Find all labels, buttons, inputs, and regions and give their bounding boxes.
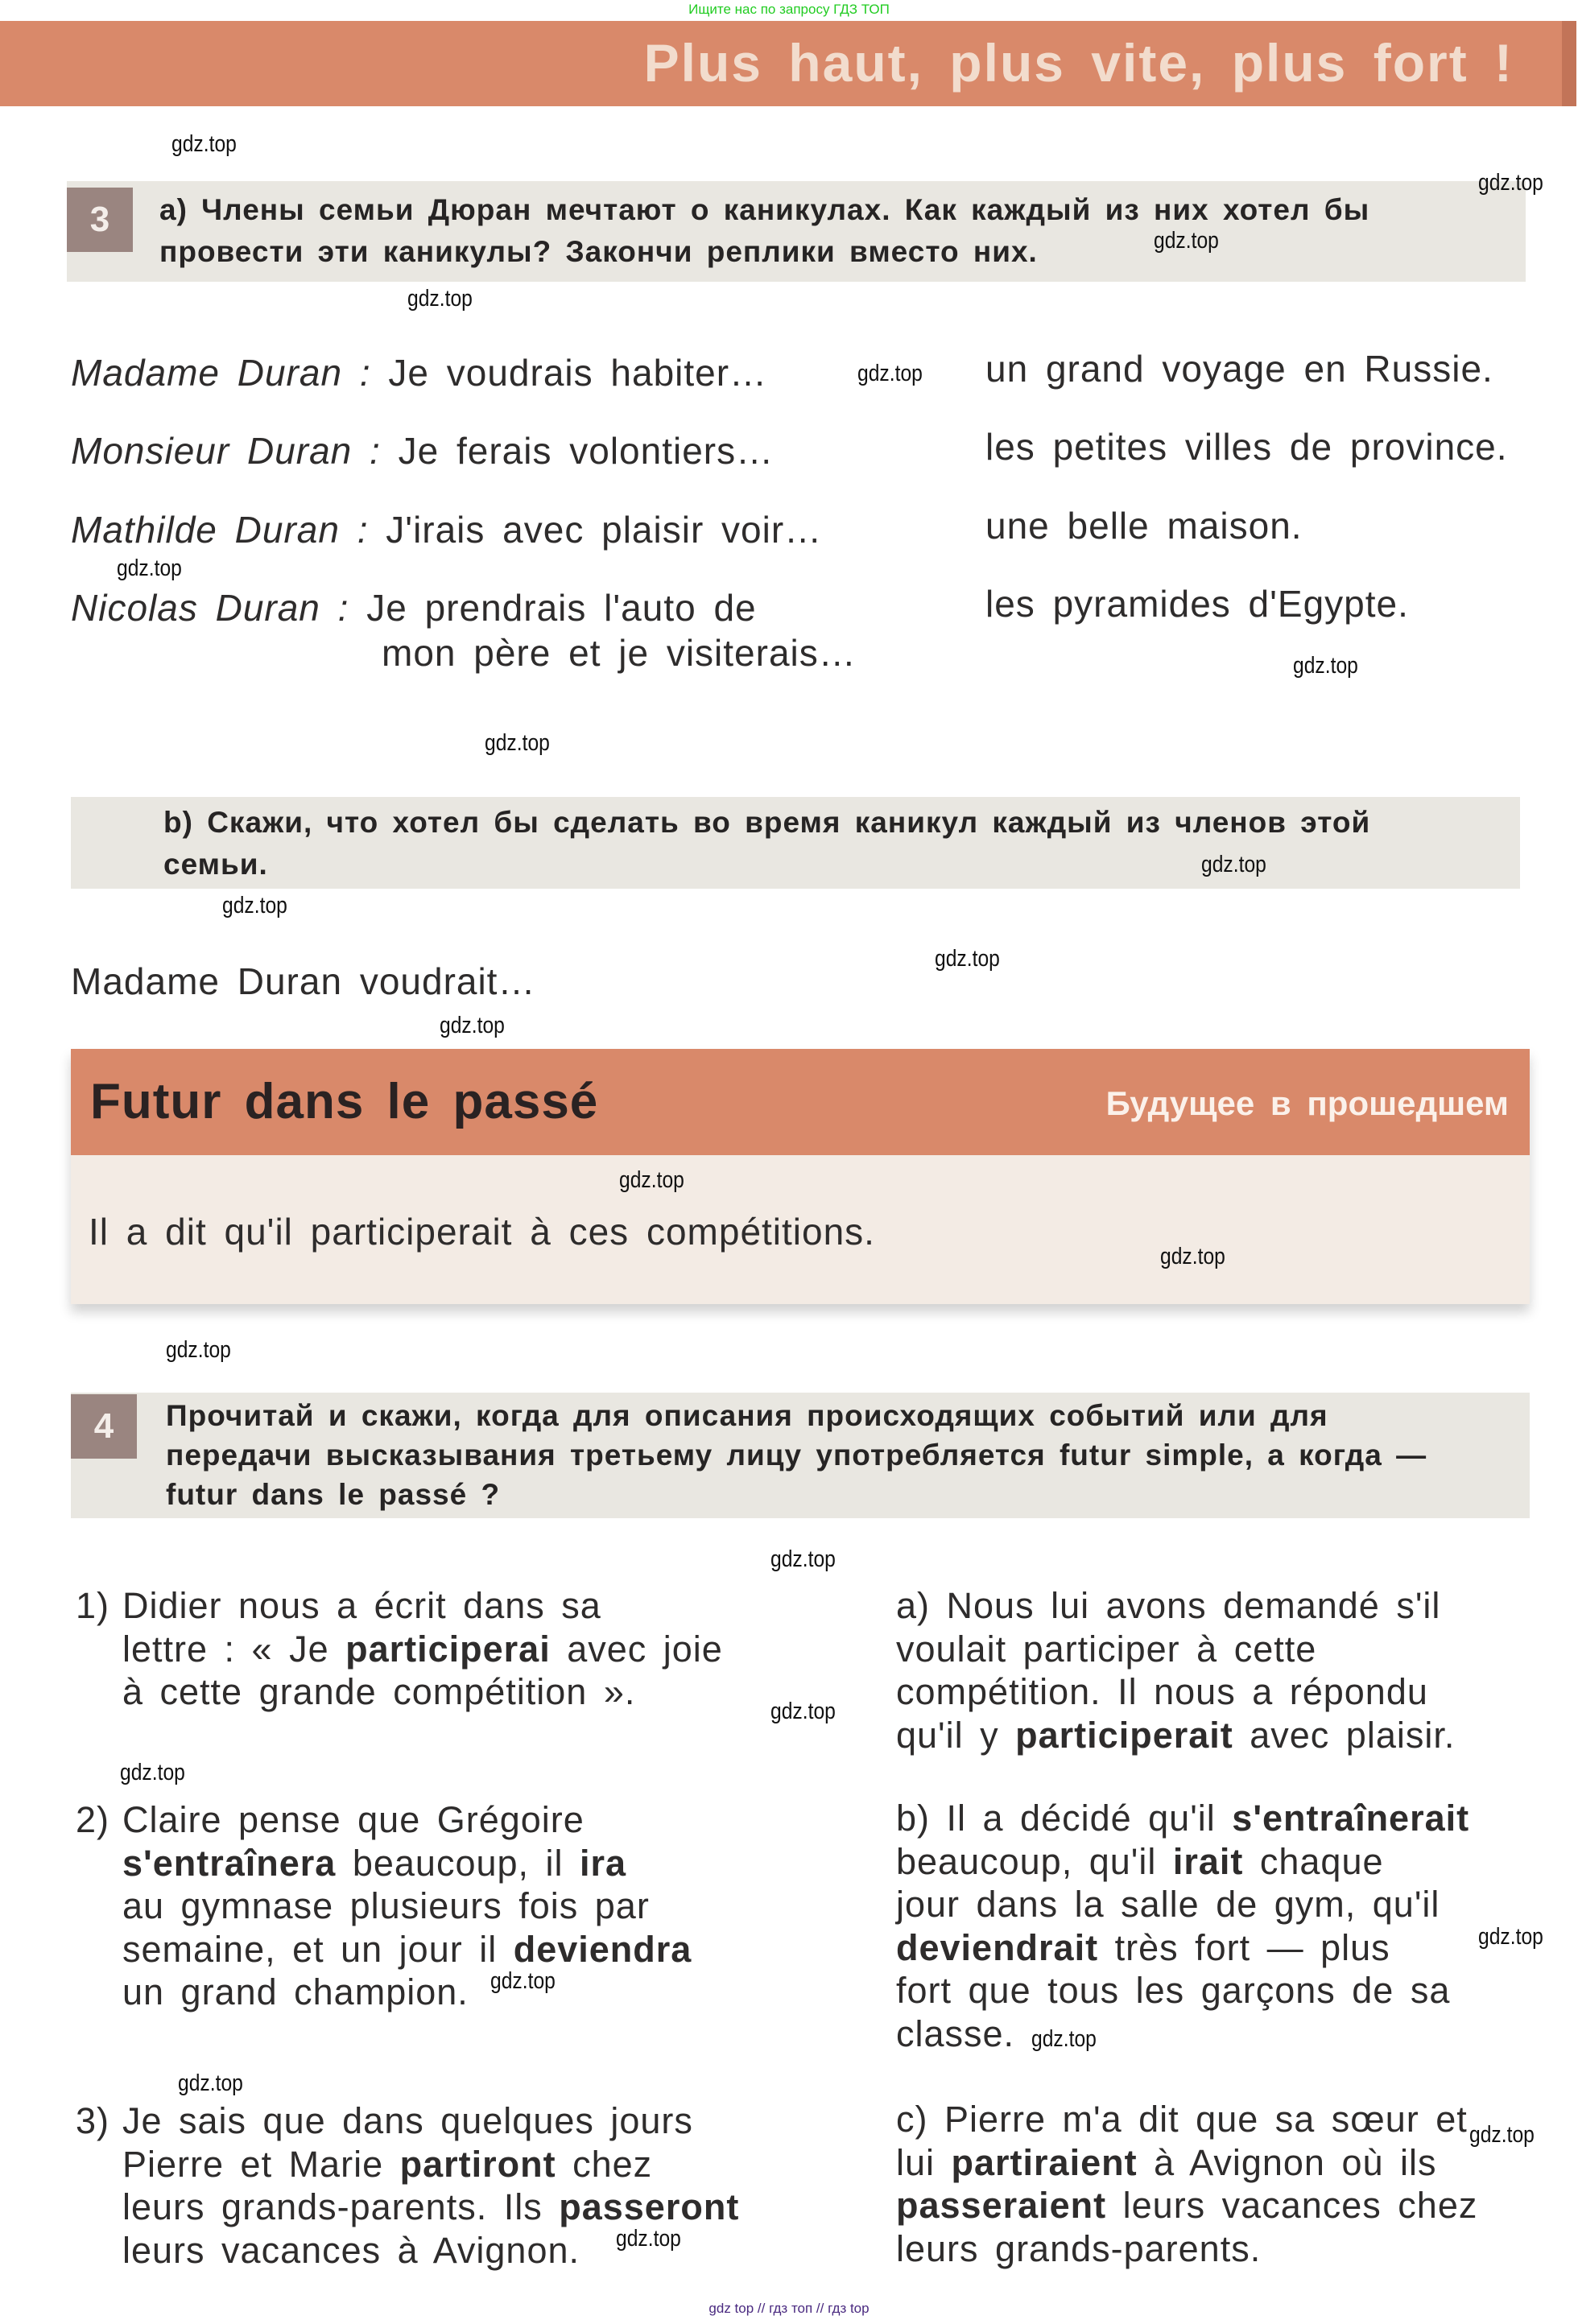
highlighted-verb: partiront (399, 2143, 556, 2185)
speaker-text: J'irais avec plaisir voir… (386, 509, 823, 551)
item-line (896, 1840, 1469, 1884)
instruction-line: передачи высказывания третьему лицу употребляется futur simple, а когда — (166, 1439, 1427, 1472)
item-text: b) Il a décidé qu'il (896, 1798, 1233, 1839)
speaker-text-continued: mon père et je visiterais… (382, 632, 857, 674)
ending-option: un grand voyage en Russie. (985, 348, 1493, 390)
speaker-line (71, 429, 774, 473)
item-text: Didier nous a écrit dans sa (122, 1585, 601, 1626)
exercise-item (896, 1797, 1469, 2055)
item-line (896, 2098, 1477, 2141)
speaker-name: Nicolas Duran : (71, 587, 349, 629)
item-text: leurs grands-parents. Ils (122, 2186, 560, 2227)
highlighted-verb: s'entraînerait (1232, 1798, 1470, 1839)
item-line (896, 1969, 1469, 2012)
speaker-text: Je voudrais habiter… (388, 352, 768, 394)
task3-instruction-box (67, 181, 1526, 282)
item-line (122, 1628, 723, 1671)
task3b-instruction-box (71, 797, 1520, 889)
highlighted-verb: participerai (345, 1628, 551, 1670)
item-line (896, 1926, 1469, 1970)
grammar-example: Il a dit qu'il participerait à ces compétitions. (89, 1211, 875, 1253)
speaker-text: Je prendrais l'auto de (366, 587, 757, 629)
watermark-label: gdz.top (1469, 2122, 1535, 2148)
instruction-line: futur dans le passé ? (166, 1478, 501, 1511)
item-line (896, 1628, 1455, 1671)
item-line (122, 2186, 739, 2229)
highlighted-verb: partiraient (951, 2141, 1138, 2183)
ending-option: les petites villes de province. (985, 426, 1508, 468)
instruction-line: провести эти каникулы? Закончи реплики вместо них. (159, 235, 1038, 268)
watermark-label: gdz.top (440, 1013, 505, 1038)
highlighted-verb: deviendra (513, 1928, 692, 1970)
watermark-label: gdz.top (770, 1546, 836, 1572)
item-text: fort que tous les garçons de sa (896, 1970, 1451, 2011)
watermark-label: gdz.top (1160, 1244, 1225, 1269)
item-text: à cette grande compétition ». (122, 1671, 636, 1712)
item-text: leurs vacances à Avignon. (122, 2229, 580, 2271)
example-answer: Madame Duran voudrait… (71, 960, 536, 1002)
item-text: chaque (1243, 1840, 1384, 1882)
item-line (122, 1842, 692, 1885)
watermark-label: gdz.top (1293, 653, 1358, 679)
exercise-item (76, 1584, 723, 1714)
highlighted-verb: passeront (559, 2186, 740, 2227)
item-text: qu'il y (896, 1714, 1016, 1756)
item-text: avec plaisir. (1233, 1714, 1456, 1756)
highlighted-verb: irait (1172, 1840, 1244, 1882)
watermark-label: gdz.top (1201, 852, 1266, 877)
item-line (896, 1883, 1469, 1926)
speaker-name: Mathilde Duran : (71, 509, 369, 551)
item-line (122, 1971, 692, 2014)
speaker-line (71, 351, 767, 394)
item-text: très fort — plus (1098, 1926, 1390, 1968)
watermark-label: gdz.top (616, 2226, 681, 2252)
item-text: beaucoup, qu'il (896, 1840, 1173, 1882)
item-line (896, 2141, 1477, 2185)
speaker-name: Madame Duran : (71, 352, 371, 394)
task4-instruction (166, 1396, 1427, 1514)
item-text: Claire pense que Grégoire (122, 1799, 585, 1840)
item-text: chez (556, 2143, 653, 2185)
task-number-badge: 3 (67, 188, 133, 252)
watermark-label: gdz.top (117, 555, 182, 581)
item-text: un grand champion. (122, 1971, 469, 2012)
item-number: 2) (76, 1799, 110, 1840)
item-text: leurs grands-parents. (896, 2227, 1262, 2269)
item-number: 3) (76, 2100, 110, 2141)
watermark-label: gdz.top (178, 2070, 243, 2096)
grammar-title: Futur dans le passé (90, 1074, 599, 1129)
item-text: lettre : « Je (122, 1628, 346, 1670)
speaker-name: Monsieur Duran : (71, 430, 381, 472)
item-text: a) Nous lui avons demandé s'il (896, 1585, 1441, 1626)
watermark-label: gdz.top (1478, 1924, 1543, 1950)
top-search-note: Ищите нас по запросу ГДЗ ТОП (688, 2, 890, 17)
item-line (122, 1798, 692, 1842)
item-line (896, 1670, 1455, 1714)
item-text: à Avignon où ils (1137, 2141, 1437, 2183)
watermark-label: gdz.top (166, 1337, 231, 1363)
watermark-label: gdz.top (770, 1699, 836, 1724)
item-line (896, 2227, 1477, 2271)
item-line (896, 2012, 1469, 2056)
item-line (896, 2184, 1477, 2227)
task-number-badge: 4 (71, 1394, 137, 1459)
watermark-label: gdz.top (407, 286, 473, 312)
item-text: c) Pierre m'a dit que sa sœur et (896, 2099, 1468, 2140)
item-text: compétition. Il nous a répondu (896, 1671, 1428, 1712)
highlighted-verb: s'entraînera (122, 1842, 337, 1884)
grammar-header (71, 1049, 1530, 1155)
item-text: lui (896, 2141, 952, 2183)
item-text: leurs vacances chez (1106, 2185, 1478, 2226)
task4-instruction-box (71, 1393, 1530, 1518)
item-line (122, 2099, 739, 2143)
item-line (122, 2143, 739, 2186)
instruction-line: а) Члены семьи Дюран мечтают о каникулах. Как каждый из них хотел бы (159, 193, 1370, 226)
highlighted-verb: deviendrait (896, 1926, 1099, 1968)
exercise-item (76, 1798, 692, 2014)
watermark-label: gdz.top (935, 946, 1000, 972)
item-text: au gymnase plusieurs fois par (122, 1885, 650, 1926)
watermark-label: gdz.top (171, 131, 237, 157)
highlighted-verb: passeraient (896, 2185, 1107, 2226)
speaker-text: Je ferais volontiers… (398, 430, 775, 472)
exercise-item (896, 2098, 1477, 2270)
watermark-label: gdz.top (485, 730, 550, 756)
item-text: voulait participer à cette (896, 1628, 1317, 1670)
item-text: avec joie (550, 1628, 723, 1670)
item-text: semaine, et un jour il (122, 1928, 514, 1970)
highlighted-verb: ira (580, 1842, 627, 1884)
item-line (122, 1584, 723, 1628)
item-line (896, 1797, 1469, 1840)
item-text: Je sais que dans quelques jours (122, 2100, 693, 2141)
highlighted-verb: participerait (1015, 1714, 1233, 1756)
grammar-title-ru: Будущее в прошедшем (1105, 1084, 1509, 1122)
watermark-label: gdz.top (857, 361, 923, 386)
item-text: Pierre et Marie (122, 2143, 400, 2185)
item-text: classe. (896, 2012, 1015, 2054)
watermark-label: gdz.top (490, 1968, 556, 1994)
instruction-line: семьи. (163, 848, 268, 881)
watermark-label: gdz.top (222, 893, 287, 918)
chapter-title: Plus haut, plus vite, plus fort ! (643, 33, 1514, 93)
watermark-label: gdz.top (1031, 2026, 1097, 2052)
speaker-line (71, 586, 757, 630)
chapter-banner (0, 21, 1576, 106)
watermark-label: gdz.top (1154, 228, 1219, 254)
watermark-label: gdz.top (1478, 170, 1543, 196)
task3b-instruction (163, 802, 1370, 885)
item-text: jour dans la salle de gym, qu'il (896, 1884, 1440, 1925)
item-number: 1) (76, 1585, 110, 1626)
item-line (896, 1584, 1455, 1628)
instruction-line: Прочитай и скажи, когда для описания происходящих событий или для (166, 1399, 1328, 1432)
footer-watermark: gdz top // гдз топ // гдз top (708, 2301, 870, 2316)
speaker-line (71, 508, 822, 551)
ending-option: une belle maison. (985, 505, 1303, 547)
grammar-box (71, 1049, 1530, 1304)
item-line (122, 1928, 692, 1971)
ending-option: les pyramides d'Egypte. (985, 583, 1409, 625)
instruction-line: b) Скажи, что хотел бы сделать во время каникул каждый из членов этой (163, 806, 1371, 839)
item-line (122, 1670, 723, 1714)
watermark-label: gdz.top (120, 1760, 185, 1785)
watermark-label: gdz.top (619, 1167, 684, 1193)
item-line (122, 1884, 692, 1928)
item-text: beaucoup, il (336, 1842, 580, 1884)
item-line (896, 1714, 1455, 1757)
exercise-item (896, 1584, 1455, 1756)
